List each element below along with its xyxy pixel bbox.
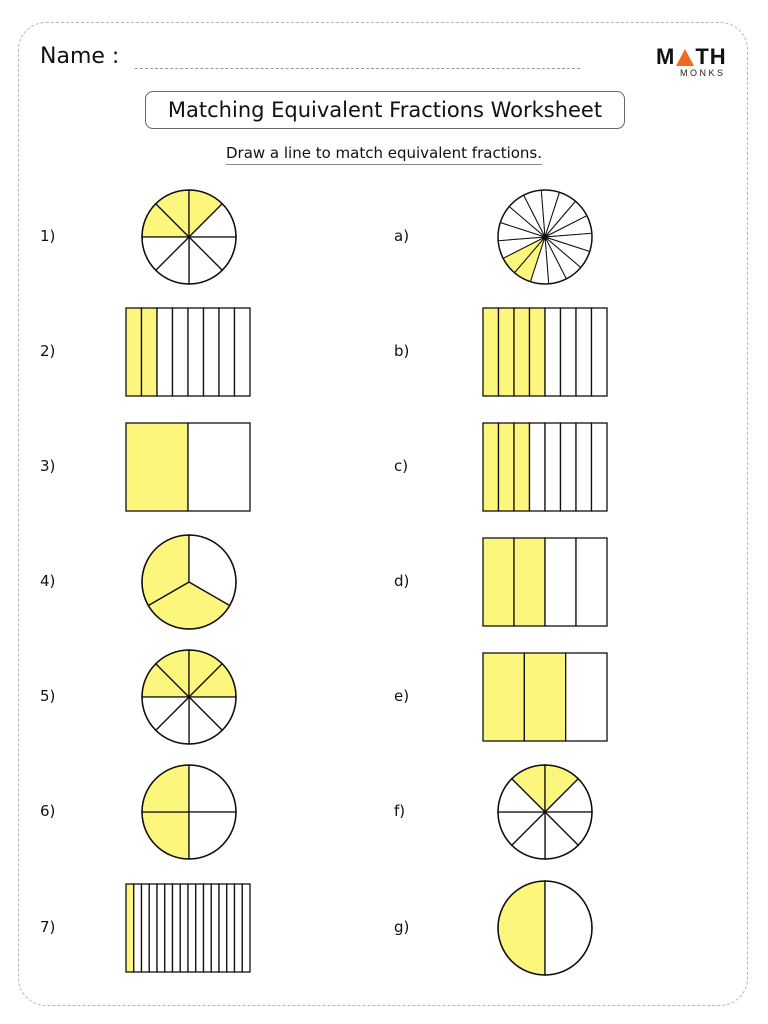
- left-figure-2[interactable]: [125, 307, 251, 397]
- unshaded-part: [545, 538, 576, 626]
- unshaded-part: [592, 308, 608, 396]
- unshaded-part: [165, 884, 173, 972]
- unshaded-part: [235, 884, 243, 972]
- unshaded-part: [235, 308, 251, 396]
- logo-letters-th: TH: [695, 44, 727, 69]
- name-label: Name :: [40, 44, 120, 69]
- unshaded-part: [211, 884, 219, 972]
- worksheet-title-text: Matching Equivalent Fractions Worksheet: [167, 98, 603, 122]
- left-item-label: 2): [40, 342, 56, 360]
- right-figure-b[interactable]: [482, 307, 608, 397]
- unshaded-part: [227, 884, 235, 972]
- unshaded-part: [545, 423, 561, 511]
- worksheet-title: [145, 91, 625, 129]
- right-figure-a[interactable]: [496, 188, 594, 286]
- left-figure-4[interactable]: [140, 533, 238, 631]
- shaded-part: [142, 308, 158, 396]
- math-monks-logo: [656, 44, 734, 78]
- left-item-label: 4): [40, 572, 56, 590]
- left-item-label: 6): [40, 802, 56, 820]
- unshaded-part: [188, 308, 204, 396]
- right-figure-c[interactable]: [482, 422, 608, 512]
- shaded-part: [499, 308, 515, 396]
- unshaded-part: [219, 884, 227, 972]
- unshaded-part: [576, 538, 607, 626]
- right-item-label: f): [394, 802, 406, 820]
- right-figure-f[interactable]: [496, 763, 594, 861]
- unshaded-part: [188, 423, 250, 511]
- unshaded-part: [196, 884, 204, 972]
- unshaded-part: [204, 884, 212, 972]
- unshaded-part: [149, 884, 157, 972]
- right-item-label: c): [394, 457, 409, 475]
- logo-triangle-icon: [676, 49, 694, 66]
- shaded-part: [483, 538, 514, 626]
- right-item-label: e): [394, 687, 410, 705]
- shaded-part: [524, 653, 565, 741]
- shaded-part: [483, 423, 499, 511]
- right-item-label: a): [394, 227, 410, 245]
- right-item-label: d): [394, 572, 410, 590]
- left-item-label: 3): [40, 457, 56, 475]
- right-figure-g[interactable]: [496, 879, 594, 977]
- shaded-part: [514, 308, 530, 396]
- unshaded-part: [157, 308, 173, 396]
- unshaded-part: [180, 884, 188, 972]
- unshaded-part: [157, 884, 165, 972]
- left-item-label: 1): [40, 227, 56, 245]
- instructions: [0, 144, 768, 162]
- unshaded-part: [188, 884, 196, 972]
- right-figure-d[interactable]: [482, 537, 608, 627]
- unshaded-part: [242, 884, 250, 972]
- unshaded-part: [576, 423, 592, 511]
- right-item-label: b): [394, 342, 410, 360]
- shaded-part: [514, 423, 530, 511]
- shaded-part: [483, 308, 499, 396]
- left-item-label: 5): [40, 687, 56, 705]
- left-figure-6[interactable]: [140, 763, 238, 861]
- left-figure-1[interactable]: [140, 188, 238, 286]
- left-figure-7[interactable]: [125, 883, 251, 973]
- page-border: [18, 22, 748, 1006]
- shaded-part: [530, 308, 546, 396]
- unshaded-part: [219, 308, 235, 396]
- unshaded-part: [561, 423, 577, 511]
- unshaded-part: [204, 308, 220, 396]
- unshaded-part: [134, 884, 142, 972]
- right-figure-e[interactable]: [482, 652, 608, 742]
- unshaded-part: [545, 308, 561, 396]
- unshaded-part: [576, 308, 592, 396]
- logo-letter-m: M: [656, 44, 676, 69]
- instructions-text: Draw a line to match equivalent fractions.: [226, 144, 542, 165]
- unshaded-part: [530, 423, 546, 511]
- name-input-line[interactable]: [135, 68, 580, 69]
- unshaded-part: [173, 308, 189, 396]
- unshaded-part: [173, 884, 181, 972]
- left-item-label: 7): [40, 918, 56, 936]
- unshaded-part: [566, 653, 607, 741]
- shaded-part: [514, 538, 545, 626]
- shaded-part: [126, 884, 134, 972]
- shaded-part: [126, 423, 188, 511]
- left-figure-5[interactable]: [140, 648, 238, 746]
- shaded-sector: [498, 881, 545, 975]
- left-figure-3[interactable]: [125, 422, 251, 512]
- right-item-label: g): [394, 918, 410, 936]
- shaded-part: [126, 308, 142, 396]
- shaded-part: [483, 653, 524, 741]
- logo-subtext: MONKS: [680, 68, 726, 78]
- unshaded-part: [561, 308, 577, 396]
- unshaded-sector: [545, 881, 592, 975]
- unshaded-part: [142, 884, 150, 972]
- shaded-part: [499, 423, 515, 511]
- unshaded-part: [592, 423, 608, 511]
